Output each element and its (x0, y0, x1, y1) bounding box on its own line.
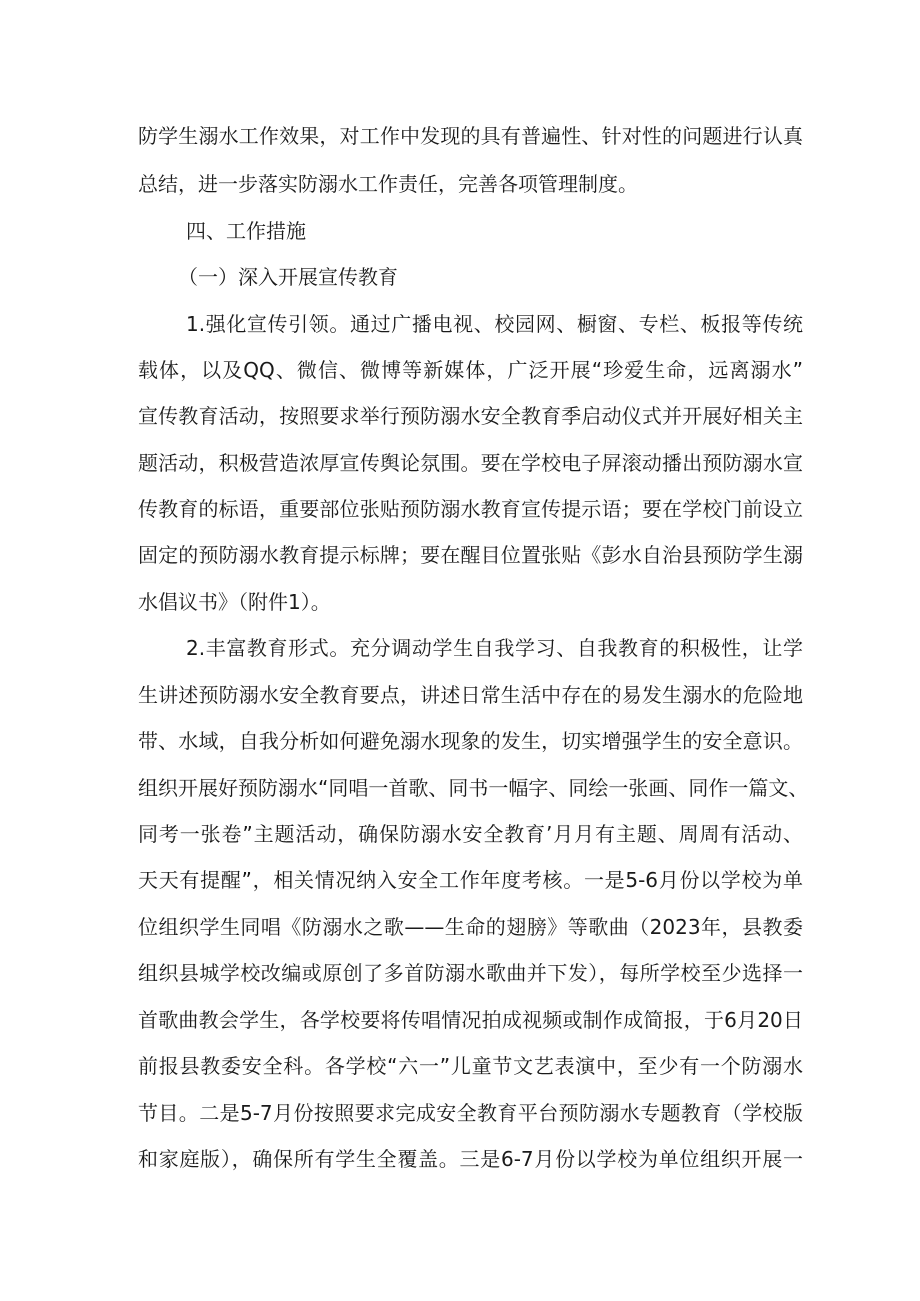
paragraph-line: 固定的预防溺水教育提示标牌；要在醒目位置张贴《彭水自治县预防学生溺 (138, 543, 803, 567)
paragraph-line: 水倡议书》（附件1）。 (138, 590, 331, 614)
paragraph-line: 天天有提醒”，相关情况纳入安全工作年度考核。一是5-6月份以学校为单 (138, 868, 803, 892)
paragraph-line: 1.强化宣传引领。通过广播电视、校园网、橱窗、专栏、板报等传统 (186, 312, 803, 336)
paragraph-line: 和家庭版），确保所有学生全覆盖。三是6-7月份以学校为单位组织开展一 (138, 1147, 803, 1171)
paragraph-line: 题活动，积极营造浓厚宣传舆论氛围。要在学校电子屏滚动播出预防溺水宣 (138, 451, 803, 475)
section-heading: 四、工作措施 (186, 219, 306, 243)
paragraph-line: 带、水域，自我分析如何避免溺水现象的发生，切实增强学生的安全意识。 (138, 729, 803, 753)
paragraph-line: 首歌曲教会学生，各学校要将传唱情况拍成视频或制作成简报，于6月20日 (138, 1008, 803, 1032)
paragraph-line: 位组织学生同唱《防溺水之歌——生命的翅膀》等歌曲（2023年，县教委 (138, 915, 803, 939)
paragraph-line: 传教育的标语，重要部位张贴预防溺水教育宣传提示语；要在学校门前设立 (138, 497, 803, 521)
subsection-heading: （一）深入开展宣传教育 (178, 265, 398, 289)
paragraph-line: 生讲述预防溺水安全教育要点，讲述日常生活中存在的易发生溺水的危险地 (138, 683, 803, 707)
paragraph-line: 宣传教育活动，按照要求举行预防溺水安全教育季启动仪式并开展好相关主 (138, 404, 803, 428)
paragraph-line: 前报县教委安全科。各学校“六一”儿童节文艺表演中，至少有一个防溺水 (138, 1054, 803, 1078)
paragraph-line: 防学生溺水工作效果，对工作中发现的具有普遍性、针对性的问题进行认真 (138, 124, 803, 148)
paragraph-line: 载体，以及QQ、微信、微博等新媒体，广泛开展“珍爱生命，远离溺水” (138, 358, 803, 382)
paragraph-line: 2.丰富教育形式。充分调动学生自我学习、自我教育的积极性，让学 (186, 636, 803, 660)
paragraph-line: 总结，进一步落实防溺水工作责任，完善各项管理制度。 (138, 172, 638, 196)
paragraph-line: 组织开展好预防溺水“同唱一首歌、同书一幅字、同绘一张画、同作一篇文、 (138, 776, 809, 800)
paragraph-line: 同考一张卷”主题活动，确保防溺水安全教育’月月有主题、周周有活动、 (138, 822, 803, 846)
paragraph-line: 组织县城学校改编或原创了多首防溺水歌曲并下发），每所学校至少选择一 (138, 961, 803, 985)
paragraph-line: 节目。二是5-7月份按照要求完成安全教育平台预防溺水专题教育（学校版 (138, 1101, 803, 1125)
